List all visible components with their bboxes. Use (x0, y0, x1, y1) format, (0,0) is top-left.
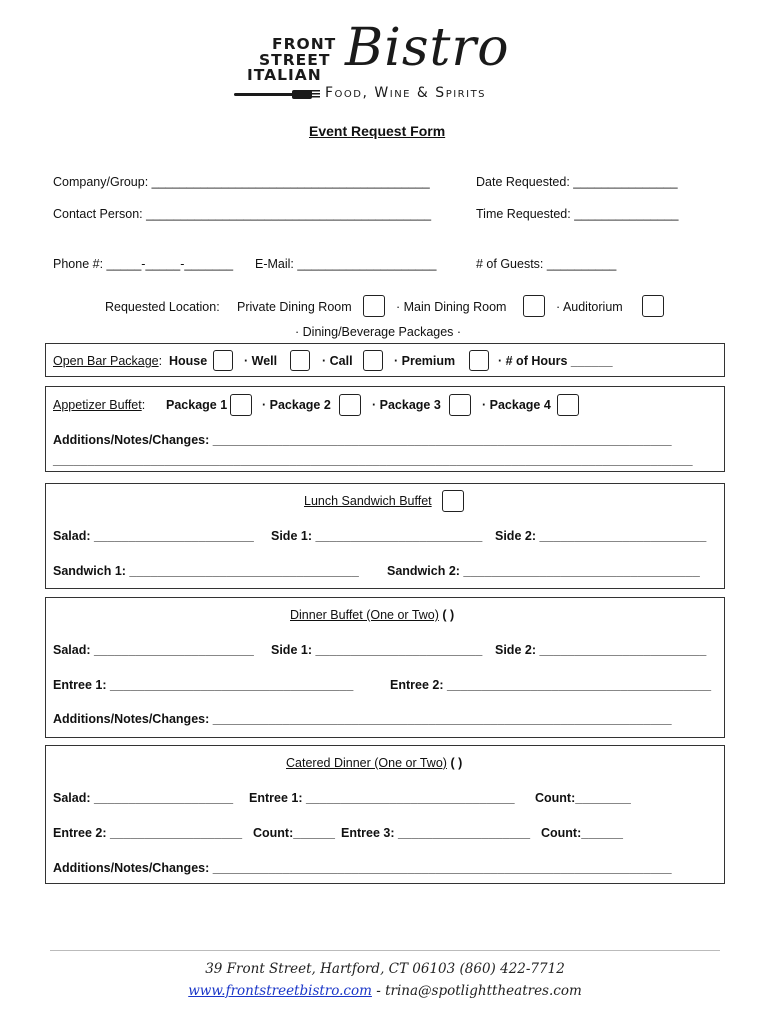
page-title: Event Request Form (309, 123, 446, 139)
dinner-side2-field[interactable]: Side 2: ________________________ (495, 643, 707, 657)
footer-address: 39 Front Street, Hartford, CT 06103 (860) 422-7712 (205, 961, 565, 977)
guests-field[interactable]: # of Guests: __________ (476, 257, 617, 271)
logo-tagline: Food, Wine & Spirits (325, 85, 487, 101)
email-field[interactable]: E-Mail: ____________________ (255, 257, 437, 271)
open-bar-call-label: · Call (322, 354, 353, 368)
phone-field[interactable]: Phone #: _____-_____-_______ (53, 257, 234, 271)
open-bar-well-label: · Well (244, 354, 278, 368)
dinner-entree1-field[interactable]: Entree 1: ___________________________________ (53, 678, 354, 692)
appetizer-notes-field[interactable]: Additions/Notes/Changes: __________________________________________________________________ (53, 433, 672, 447)
dinner-notes-field[interactable]: Additions/Notes/Changes: __________________________________________________________________ (53, 712, 672, 726)
location-auditorium-checkbox[interactable] (642, 295, 664, 317)
location-main-checkbox[interactable] (523, 295, 545, 317)
time-field[interactable]: Time Requested: _______________ (476, 207, 679, 221)
catered-salad-field[interactable]: Salad: ____________________ (53, 791, 234, 805)
lunch-checkbox[interactable] (442, 490, 464, 512)
lunch-salad-field[interactable]: Salad: _______________________ (53, 529, 254, 543)
appetizer-label: Appetizer Buffet: (53, 398, 146, 412)
catered-entree3-field[interactable]: Entree 3: ___________________ (341, 826, 531, 840)
open-bar-label: Open Bar Package: (53, 354, 163, 368)
catered-dinner-choice[interactable]: ( ) (450, 756, 463, 770)
dinner-salad-field[interactable]: Salad: _______________________ (53, 643, 254, 657)
catered-count3-field[interactable]: Count:______ (541, 826, 623, 840)
footer-divider (50, 950, 720, 951)
open-bar-well-checkbox[interactable] (290, 350, 310, 371)
catered-count2-field[interactable]: Count:______ (253, 826, 335, 840)
catered-notes-field[interactable]: Additions/Notes/Changes: __________________________________________________________________ (53, 861, 672, 875)
appetizer-package2-checkbox[interactable] (339, 394, 361, 416)
date-field[interactable]: Date Requested: _______________ (476, 175, 678, 189)
lunch-side2-field[interactable]: Side 2: ________________________ (495, 529, 707, 543)
appetizer-notes-line[interactable]: ____________________________________________________________________________________________ (53, 453, 693, 467)
lunch-title: Lunch Sandwich Buffet (304, 494, 432, 508)
location-private-label: Private Dining Room (237, 300, 352, 314)
appetizer-package1-label: Package 1 (166, 398, 228, 412)
appetizer-package1-checkbox[interactable] (230, 394, 252, 416)
logo-italian: ITALIAN (247, 66, 322, 84)
location-main-label: · Main Dining Room (396, 300, 507, 314)
open-bar-call-checkbox[interactable] (363, 350, 383, 371)
lunch-side1-field[interactable]: Side 1: ________________________ (271, 529, 483, 543)
location-private-checkbox[interactable] (363, 295, 385, 317)
packages-header: · Dining/Beverage Packages · (295, 325, 462, 339)
logo-bistro-script: Bistro (345, 18, 510, 78)
dinner-entree2-field[interactable]: Entree 2: ______________________________________ (390, 678, 712, 692)
dinner-buffet-title: Dinner Buffet (One or Two) ( ) (290, 608, 455, 622)
appetizer-package2-label: · Package 2 (262, 398, 331, 412)
open-bar-house-checkbox[interactable] (213, 350, 233, 371)
logo-street: STREET (259, 51, 331, 69)
open-bar-hours-field[interactable]: · # of Hours ______ (498, 354, 613, 368)
fork-icon (232, 88, 322, 102)
contact-person-field[interactable]: Contact Person: _________________________________________ (53, 207, 432, 221)
lunch-sandwich1-field[interactable]: Sandwich 1: _________________________________ (53, 564, 359, 578)
appetizer-package3-checkbox[interactable] (449, 394, 471, 416)
open-bar-premium-checkbox[interactable] (469, 350, 489, 371)
location-label: Requested Location: (105, 300, 220, 314)
logo-front: FRONT (272, 35, 337, 53)
catered-dinner-title: Catered Dinner (One or Two) ( ) (286, 756, 463, 770)
company-field[interactable]: Company/Group: ________________________________________ (53, 175, 430, 189)
open-bar-premium-label: · Premium (394, 354, 456, 368)
footer-contact: www.frontstreetbistro.com - trina@spotlighttheatres.com (188, 983, 582, 999)
location-auditorium-label: · Auditorium (556, 300, 623, 314)
dinner-side1-field[interactable]: Side 1: ________________________ (271, 643, 483, 657)
appetizer-package3-label: · Package 3 (372, 398, 441, 412)
dinner-buffet-choice[interactable]: ( ) (442, 608, 455, 622)
open-bar-house-label: House (169, 354, 208, 368)
catered-entree2-field[interactable]: Entree 2: ___________________ (53, 826, 243, 840)
appetizer-package4-checkbox[interactable] (557, 394, 579, 416)
catered-entree1-field[interactable]: Entree 1: ______________________________ (249, 791, 515, 805)
lunch-sandwich2-field[interactable]: Sandwich 2: __________________________________ (387, 564, 700, 578)
website-link[interactable]: www.frontstreetbistro.com (188, 983, 372, 999)
catered-count1-field[interactable]: Count:________ (535, 791, 631, 805)
footer-email[interactable]: trina@spotlighttheatres.com (385, 983, 582, 999)
appetizer-package4-label: · Package 4 (482, 398, 551, 412)
